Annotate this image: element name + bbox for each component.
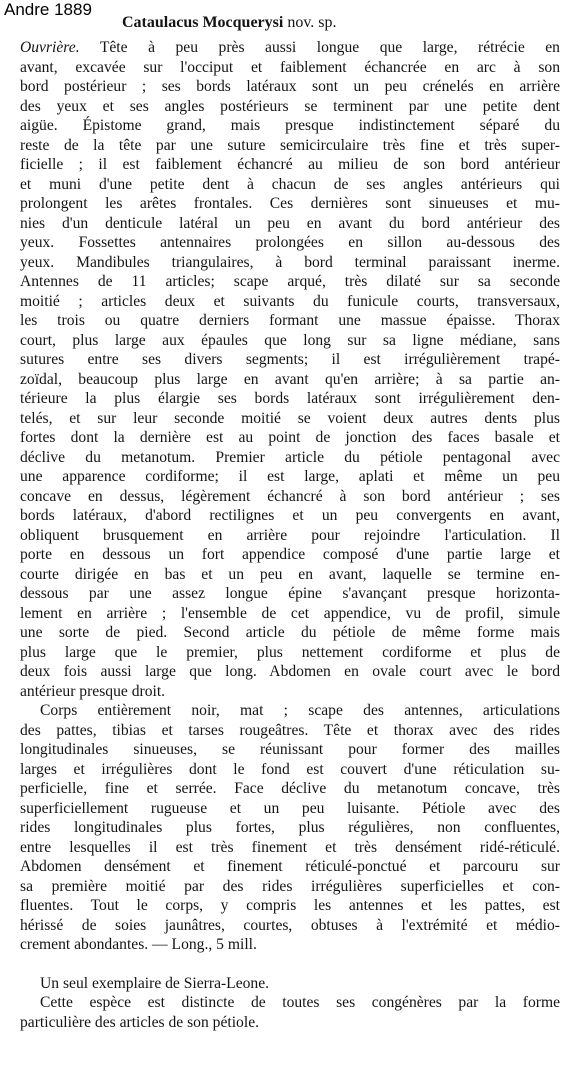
text-line: sutures entre ses divers segments; il est irrégulièrement trapé- xyxy=(20,351,560,368)
text-line: longitudinales sinueuses, se réunissant pour former des mailles xyxy=(20,741,560,758)
text-line: une apparence cordiforme; il est large, aplati et même un peu xyxy=(20,468,560,485)
text-line: court, plus large aux épaules que long sur sa ligne médiane, sans xyxy=(20,331,560,349)
text-line: concave en dessus, légèrement échancré à son bord antérieur ; ses xyxy=(20,487,560,505)
text-line: déclive du metanotum. Premier article du pétiole pentagonal avec xyxy=(20,448,560,466)
caste-label: Ouvrière. xyxy=(20,39,80,56)
text-line: yeux. Mandibules triangulaires, à bord terminal paraissant inerme. xyxy=(20,253,560,271)
text-line: avant, excavée sur l'occiput et faiblement échancrée en arc à son xyxy=(20,58,560,76)
text-line: aigüe. Épistome grand, mais presque indistinctement séparé du xyxy=(20,117,560,134)
text-line: lement en arrière ; l'ensemble de cet appendice, vu de profil, simule xyxy=(20,604,560,622)
text-line: bord postérieur ; ses bords latéraux sont un peu crénelés en arrière xyxy=(20,78,560,95)
text-line: sa première moitié par des rides irrégulières superficielles et con- xyxy=(20,877,560,895)
text-line: fortes dont la dernière est au point de jonction des faces basale et xyxy=(20,429,560,446)
species-suffix: nov. sp. xyxy=(287,14,337,31)
text-line: des yeux et ses angles postérieurs se terminent par une petite dent xyxy=(20,97,560,115)
text-line: bords latéraux, d'abord rectilignes et un peu convergents en avant, xyxy=(20,507,560,524)
text-line: prolongent les arêtes frontales. Ces dernières sont sinueuses et mu- xyxy=(20,195,560,212)
text-line: porte en dessous un fort appendice composé d'une partie large et xyxy=(20,546,560,563)
species-heading xyxy=(122,13,337,33)
text-line: courte dirigée en bas et un peu en avant, laquelle se termine en- xyxy=(20,565,560,583)
document-body xyxy=(20,38,560,1032)
sculpture-paragraph xyxy=(20,701,560,955)
first-line-text: Tête à peu près aussi longue que large, rétrécie en xyxy=(99,39,560,56)
text-line: entre lesquelles il est très finement et très densément ridé-réticulé. xyxy=(20,838,560,856)
text-line: Antennes de 11 articles; scape arqué, très dilaté sur sa seconde xyxy=(20,273,560,290)
text-line xyxy=(20,38,560,58)
text-line: les trois ou quatre derniers formant une massue épaisse. Thorax xyxy=(20,312,560,329)
description-paragraph xyxy=(20,38,560,701)
text-line: plus large que le premier, plus nettement cordiforme et plus de xyxy=(20,643,560,661)
text-line: perficielle, fine et serrée. Face déclive du metanotum concave, très xyxy=(20,780,560,797)
text-line: Cette espèce est distincte de toutes ses congénères par la forme xyxy=(40,994,560,1011)
text-line: nies d'un denticule latéral un peu en avant du bord antérieur des xyxy=(20,214,560,232)
text-line: des pattes, tibias et tarses rougeâtres. Tête et thorax avec des rides xyxy=(20,721,560,739)
text-line: moitié ; articles deux et suivants du funicule courts, transversaux, xyxy=(20,292,560,310)
text-line: yeux. Fossettes antennaires prolongées en sillon au-dessous des xyxy=(20,234,560,251)
text-line: crement abondantes. — Long., 5 mill. xyxy=(20,936,257,953)
text-line: larges et irrégulières dont le fond est couvert d'une réticulation su- xyxy=(20,760,560,778)
text-line: obliquent brusquement en arrière pour rejoindre l'articulation. Il xyxy=(20,526,560,544)
text-line: antérieur presque droit. xyxy=(20,682,166,700)
text-line: telés, et sur leur seconde moitié se voient deux autres dents plus xyxy=(20,409,560,427)
text-line: Un seul exemplaire de Sierra-Leone. xyxy=(40,974,270,992)
text-line: superficiellement rugueuse et un peu luisante. Pétiole avec des xyxy=(20,799,560,817)
text-line: fluentes. Tout le corps, y compris les antennes et les pattes, est xyxy=(20,897,560,914)
text-line: Corps entièrement noir, mat ; scape des antennes, articulations xyxy=(40,702,560,719)
text-line: térieure la plus élargie ses bords latéraux sont irrégulièrement den- xyxy=(20,390,560,407)
text-line: hérissé de soies jaunâtres, courtes, obtuses à l'extrémité et médio- xyxy=(20,916,560,934)
remarks-paragraph xyxy=(20,974,560,1033)
text-line: une sorte de pied. Second article du pétiole de même forme mais xyxy=(20,624,560,641)
text-line: particulière des articles de son pétiole. xyxy=(20,1013,260,1031)
paragraph-gap xyxy=(20,955,560,974)
text-line: Abdomen densément et finement réticulé-ponctué et parcouru sur xyxy=(20,858,560,875)
text-line: et muni d'une petite dent à chacun de ses angles antérieurs qui xyxy=(20,175,560,193)
text-line: zoïdal, beaucoup plus large en avant qu'en arrière; à sa partie an- xyxy=(20,370,560,388)
text-line: ficielle ; il est faiblement échancré au milieu de son bord antérieur xyxy=(20,156,560,173)
text-line: dessous par une assez longue épine s'avançant presque horizonta- xyxy=(20,585,560,602)
species-name: Cataulacus Mocquerysi xyxy=(122,14,284,31)
source-tag: Andre 1889 xyxy=(4,0,92,19)
text-line: reste de la tête par une suture semicirculaire très fine et très super- xyxy=(20,136,560,154)
text-line: deux fois aussi large que long. Abdomen en ovale court avec le bord xyxy=(20,663,560,680)
text-line: rides longitudinales plus fortes, plus régulières, non confluentes, xyxy=(20,819,560,836)
